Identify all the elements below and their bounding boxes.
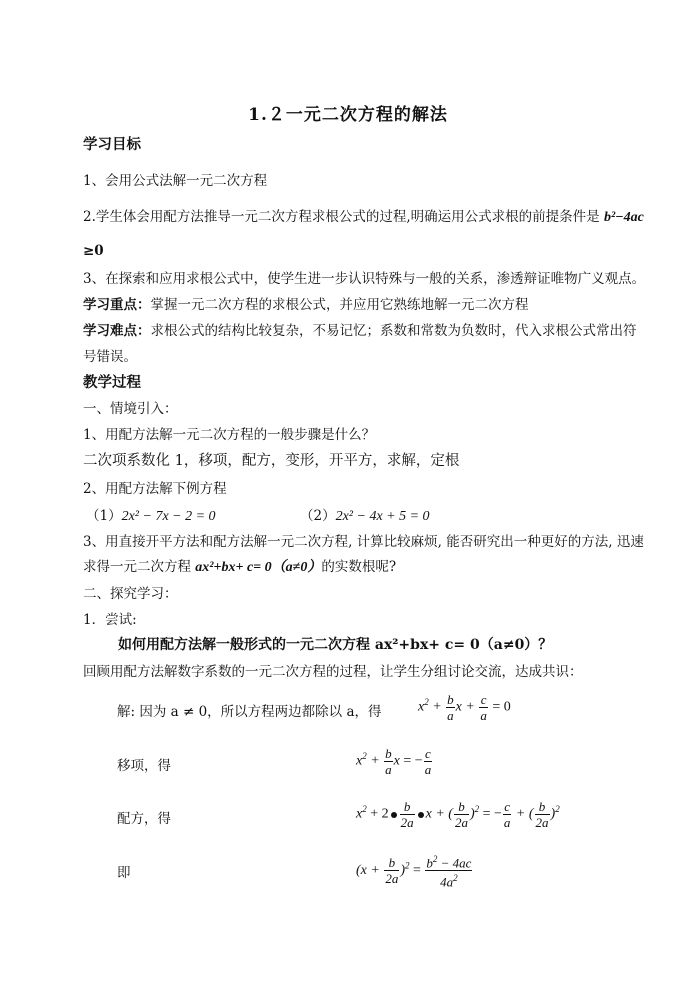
- objective-2-cont: ≥0: [83, 243, 104, 259]
- difficulty-text-2: 号错误。: [83, 349, 137, 365]
- equation-2-label: （2）: [300, 508, 336, 524]
- objective-2-text: 2.学生体会用配方法推导一元二次方程求根公式的过程,明确运用公式求根的前提条件是: [83, 209, 604, 225]
- objective-2: [83, 208, 644, 227]
- difficulty: [83, 322, 637, 340]
- key-point-text: 掌握一元二次方程的求根公式，并应用它熟练地解一元二次方程: [150, 297, 529, 313]
- process-heading: 教学过程: [83, 374, 141, 391]
- section-1: 一、情境引入：: [83, 401, 178, 417]
- section-2: 二、探究学习：: [83, 586, 178, 602]
- question-2: 2、用配方法解下例方程: [83, 481, 227, 497]
- objective-2-expr: b²−4ac: [603, 210, 644, 225]
- question-3-text-a: 求得一元二次方程: [83, 559, 196, 575]
- question-3-line-1: 3、用直接开平方法和配方法解一元二次方程, 计算比较麻烦, 能否研究出一种更好的方法, 迅速: [83, 534, 644, 550]
- equation-1: [86, 507, 216, 526]
- step-3-equation: $x^2 + 2$ $\frac{b}{2a}$ x + ( $\frac{b}{2a}$ )$^2$ = − $\frac{c}{a}$ + ( $\frac{b}{2a}$ )$^2$: [356, 799, 560, 830]
- question-3-expr: ax²+bx+ c= 0（a≠0）: [195, 560, 322, 575]
- difficulty-text-1: 求根公式的结构比较复杂，不易记忆；系数和常数为负数时，代入求根公式常出符: [150, 323, 637, 339]
- review-text: 回顾用配方法解数字系数的一元二次方程的过程，让学生分组讨论交流，达成共识：: [83, 664, 583, 680]
- multiply-dot-icon: [418, 812, 424, 818]
- objective-1: 1、会用公式法解一元二次方程: [83, 173, 268, 189]
- step-1-label: 解: 因为 a ≠ 0，所以方程两边都除以 a，得: [117, 704, 382, 720]
- multiply-dot-icon: [391, 812, 397, 818]
- key-point: [83, 296, 529, 314]
- objective-3: 3、在探索和应用求根公式中，使学生进一步认识特殊与一般的关系，渗透辩证唯物广义观点。: [83, 271, 646, 287]
- equation-2: [300, 507, 430, 526]
- try-label: 1．尝试:: [83, 612, 137, 628]
- step-3-label: 配方，得: [117, 811, 171, 827]
- question-1: 1、用配方法解一元二次方程的一般步骤是什么？: [83, 427, 376, 443]
- equation-1-expr: 2x² − 7x − 2 = 0: [121, 509, 216, 524]
- fraction-b-over-a: $\frac{b}{a}$: [447, 692, 454, 723]
- equation-2-expr: 2x² − 4x + 5 = 0: [335, 509, 430, 524]
- objectives-heading: 学习目标: [83, 136, 141, 153]
- step-2-equation: $x^2$ + $\frac{b}{a}$ x = − $\frac{c}{a}$: [356, 746, 432, 777]
- step-4-equation: (x + $\frac{b}{2a}$ )$^2$ = $\frac{b^2 - 4ac}{4a^2}$: [356, 854, 472, 890]
- equation-1-label: （1）: [86, 508, 122, 524]
- answer-1: 二次项系数化 1，移项，配方，变形，开平方，求解，定根: [83, 453, 460, 469]
- difficulty-label: 学习难点：: [83, 323, 151, 339]
- step-2-label: 移项，得: [117, 758, 171, 774]
- step-4-label: 即: [117, 865, 131, 881]
- question-3-text-b: 的实数根呢?: [321, 559, 397, 575]
- fraction-c-over-a: $\frac{c}{a}$: [480, 692, 487, 723]
- key-point-label: 学习重点：: [83, 297, 151, 313]
- try-question: 如何用配方法解一般形式的一元二次方程 ax²+bx+ c= 0（a≠0）？: [118, 637, 553, 653]
- step-1-equation: $x^2$ + $\frac{b}{a}$ x + $\frac{c}{a}$ = 0: [418, 692, 511, 723]
- question-3-line-2: [83, 558, 396, 577]
- page-title: 1.２一元二次方程的解法: [248, 105, 448, 125]
